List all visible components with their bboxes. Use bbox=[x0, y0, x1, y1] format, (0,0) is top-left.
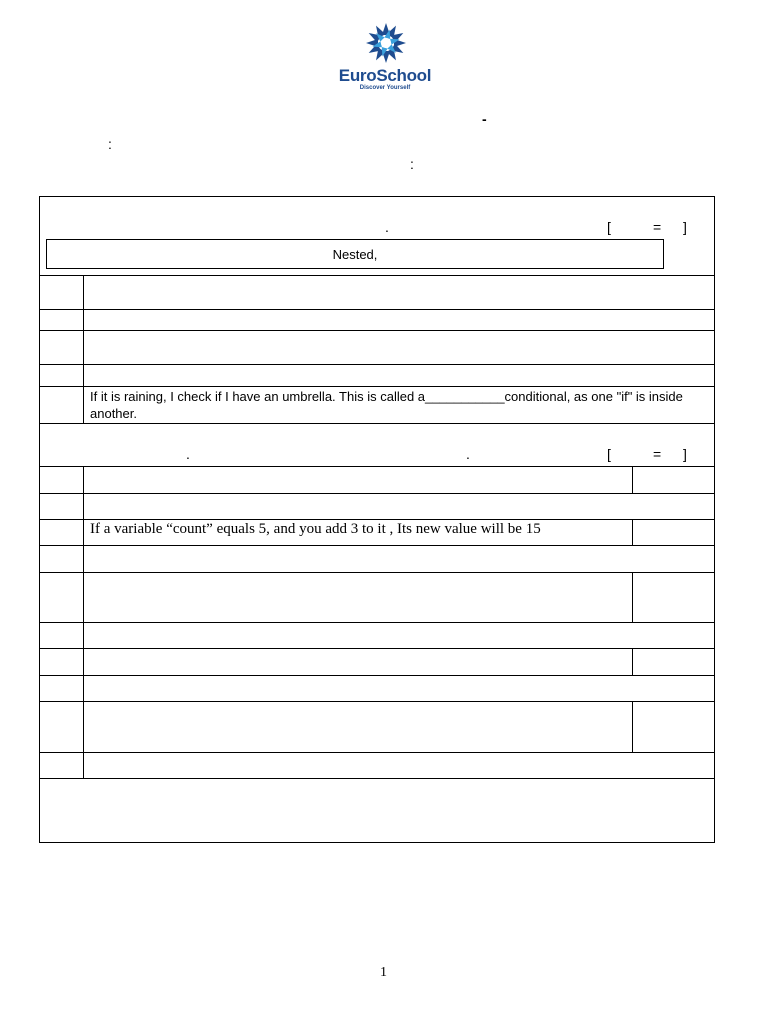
section-a-bracket-close: ] bbox=[683, 219, 687, 235]
title-dash: - bbox=[482, 111, 487, 127]
section-a-equals: = bbox=[653, 219, 662, 235]
header-colon-2: : bbox=[410, 156, 414, 172]
school-tagline: Discover Yourself bbox=[359, 85, 411, 91]
section-b-bracket-close: ] bbox=[683, 446, 687, 462]
school-logo bbox=[330, 22, 440, 97]
section-b-period-1: . bbox=[186, 446, 190, 462]
section-b-period-2: . bbox=[466, 446, 470, 462]
star-emblem-icon bbox=[330, 22, 440, 66]
word-bank-box bbox=[46, 239, 664, 269]
section-a-bracket-open: [ bbox=[607, 219, 611, 235]
section-a-period: . bbox=[385, 219, 389, 235]
true-false-statement: If a variable “count” equals 5, and you add 3 to it , Its new value will be 15 bbox=[90, 521, 541, 537]
section-b-bracket-open: [ bbox=[607, 446, 611, 462]
question-text: If it is raining, I check if I have an umbrella. This is called a___________conditional, as one "if" is inside another. bbox=[90, 389, 683, 421]
section-b-equals: = bbox=[653, 446, 662, 462]
word-bank-text: Nested, bbox=[332, 247, 378, 262]
header-colon-1: : bbox=[108, 136, 112, 152]
school-name: EuroSchool bbox=[338, 66, 432, 85]
page-number: 1 bbox=[380, 965, 387, 980]
